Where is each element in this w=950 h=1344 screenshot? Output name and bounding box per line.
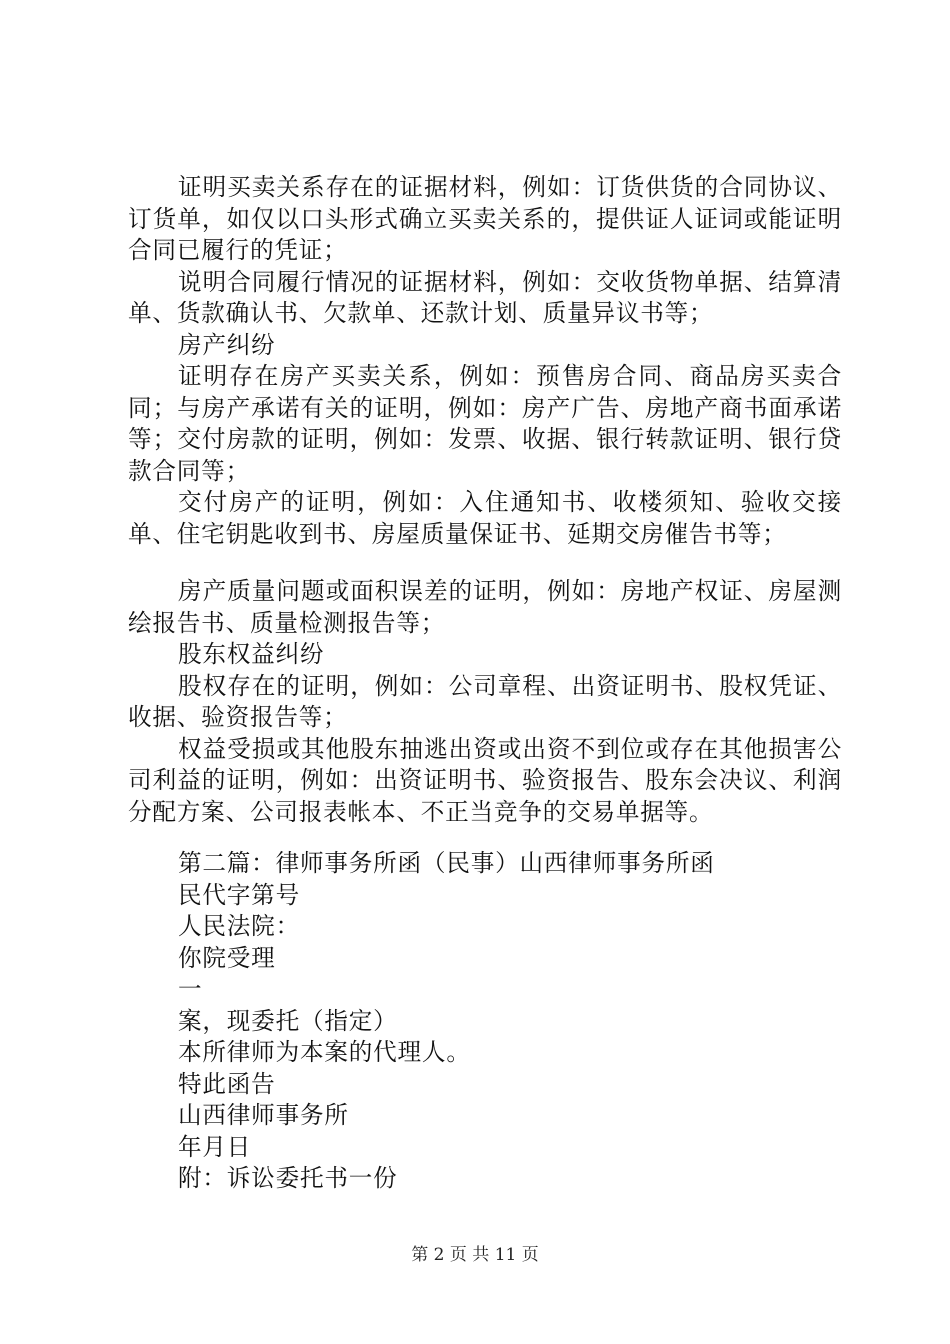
paragraph-rights-damage: 权益受损或其他股东抽逃出资或出资不到位或存在其他损害公司利益的证明，例如：出资证明书、验资报告、股东会决议、利润分配方案、公司报表帐本、不正当竞争的交易单据等。 [128,734,842,826]
letter-reference-number: 民代字第号 [178,880,300,909]
paragraph-equity-evidence: 股权存在的证明，例如：公司章程、出资证明书、股权凭证、收据、验资报告等； [128,671,842,731]
paragraph-property-quality: 房产质量问题或面积误差的证明，例如：房地产权证、房屋测绘报告书、质量检测报告等； [128,577,842,637]
section-heading-property-dispute: 房产纠纷 [178,330,276,359]
letter-date: 年月日 [178,1132,252,1161]
letter-attachment: 附：诉讼委托书一份 [178,1164,398,1192]
letter-signature: 山西律师事务所 [178,1101,349,1129]
blank-line [128,550,842,576]
page-number-footer: 第 2 页 共 11 页 [411,1245,539,1265]
paragraph-property-sale-evidence: 证明存在房产买卖关系，例如：预售房合同、商品房买卖合同；与房产承诺有关的证明，例如：房产广告、房地产商书面承诺等；交付房款的证明，例如：发票、收据、银行转款证明、银行贷款合同等； [128,362,842,485]
letter-closing: 特此函告 [178,1069,276,1098]
letter-line: 案，现委托（指定） [178,1006,398,1035]
letter-line: 一 [178,975,203,1003]
letter-line: 你院受理 [178,943,276,972]
letter-addressee: 人民法院： [178,912,300,940]
section-heading-shareholder-dispute: 股东权益纠纷 [178,640,325,668]
document-body [128,172,842,1195]
letter-line: 本所律师为本案的代理人。 [178,1038,471,1066]
blank-line [128,828,842,848]
paragraph-sales-evidence: 证明买卖关系存在的证据材料，例如：订货供货的合同协议、订货单，如仅以口头形式确立买卖关系的，提供证人证词或能证明合同已履行的凭证； [128,173,842,264]
letter-title: 第二篇：律师事务所函（民事）山西律师事务所函 [178,849,715,877]
paragraph-contract-performance: 说明合同履行情况的证据材料，例如：交收货物单据、结算清单、货款确认书、欠款单、还款计划、质量异议书等； [128,267,842,327]
paragraph-property-delivery: 交付房产的证明，例如：入住通知书、收楼须知、验收交接单、住宅钥匙收到书、房屋质量保证书、延期交房催告书等； [128,488,842,548]
